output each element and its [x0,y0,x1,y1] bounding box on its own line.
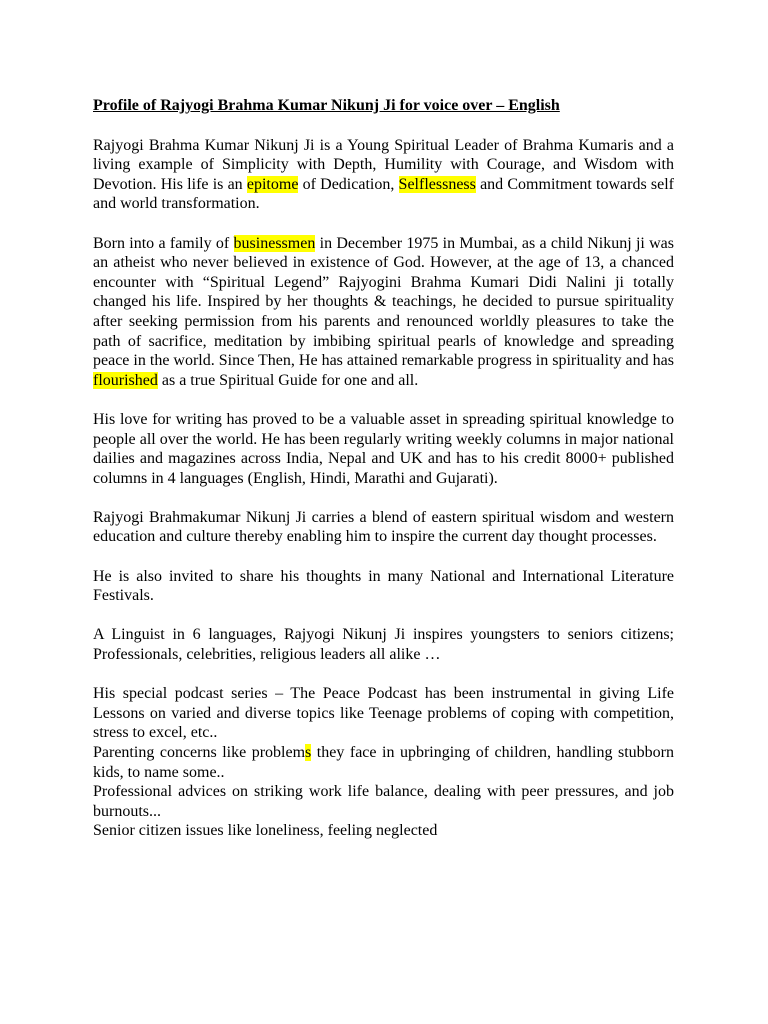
paragraph-parenting [93,743,674,782]
text-run: Born into a family of [93,234,234,252]
highlighted-word: flourished [93,371,158,389]
text-run: in December 1975 in Mumbai, as a child Nikunj ji was an atheist who never believed in existence of God. However, at the age of 13, a chanced encounter with “Spiritual Legend” Rajyogini Brahma Kumari Didi Nalini ji totally changed his life. Inspired by her thoughts & teachings, he decided to pursue spirituality after seeking permission from his parents and renounced worldly pleasures to take the path of sacrifice, meditation by imbibing spiritual pearls of knowledge and spreading peace in the world. Since Then, He has attained remarkable progress in spirituality and has [93,234,675,370]
text-run: they face in upbringing of children, handling stubborn kids, to name some.. [93,744,674,781]
paragraph-podcast: His special podcast series – The Peace Podcast has been instrumental in giving Life Lessons on varied and diverse topics like Teenage problems of coping with competition, stress to excel, etc.. [93,685,674,742]
paragraph-linguist: A Linguist in 6 languages, Rajyogi Nikunj Ji inspires youngsters to seniors citizens; Professionals, celebrities, religious leaders all alike … [93,626,674,664]
paragraph-senior-citizen: Senior citizen issues like loneliness, feeling neglected [93,822,438,840]
text-run: Rajyogi Brahma Kumar Nikunj Ji is a Young Spiritual Leader of Brahma Kumaris and a living example of Simplicity with Depth, Humility with Courage, and Wisdom with Devotion. His life is an [93,136,674,193]
text-run: Parenting concerns like problem [93,744,306,761]
highlighted-word: Selflessness [398,175,476,193]
paragraph-background [93,234,674,391]
highlighted-word: epitome [246,175,299,193]
highlighted-word: businessmen [233,234,316,252]
paragraph-blend: Rajyogi Brahmakumar Nikunj Ji carries a blend of eastern spiritual wisdom and western education and culture thereby enabling him to inspire the current day thought processes. [93,508,674,546]
document-page [93,96,674,841]
text-run: of Dedication, [298,175,399,193]
paragraph-festivals: He is also invited to share his thoughts in many National and International Literature Festivals. [93,567,674,605]
document-title: Profile of Rajyogi Brahma Kumar Nikunj Ji for voice over – English [93,97,560,114]
highlighted-letter: s [305,744,312,761]
paragraph-writing: His love for writing has proved to be a valuable asset in spreading spiritual knowledge to people all over the world. He has been regularly writing weekly columns in major national dailies and magazines across India, Nepal and UK and has to his credit 8000+ published columns in 4 languages (English, Hindi, Marathi and Gujarati). [93,410,674,487]
paragraph-intro [93,136,674,214]
paragraph-professional: Professional advices on striking work life balance, dealing with peer pressures, and job burnouts... [93,783,674,820]
text-run: and Commitment towards self and world transformation. [93,175,674,213]
text-run: as a true Spiritual Guide for one and all. [157,371,419,389]
